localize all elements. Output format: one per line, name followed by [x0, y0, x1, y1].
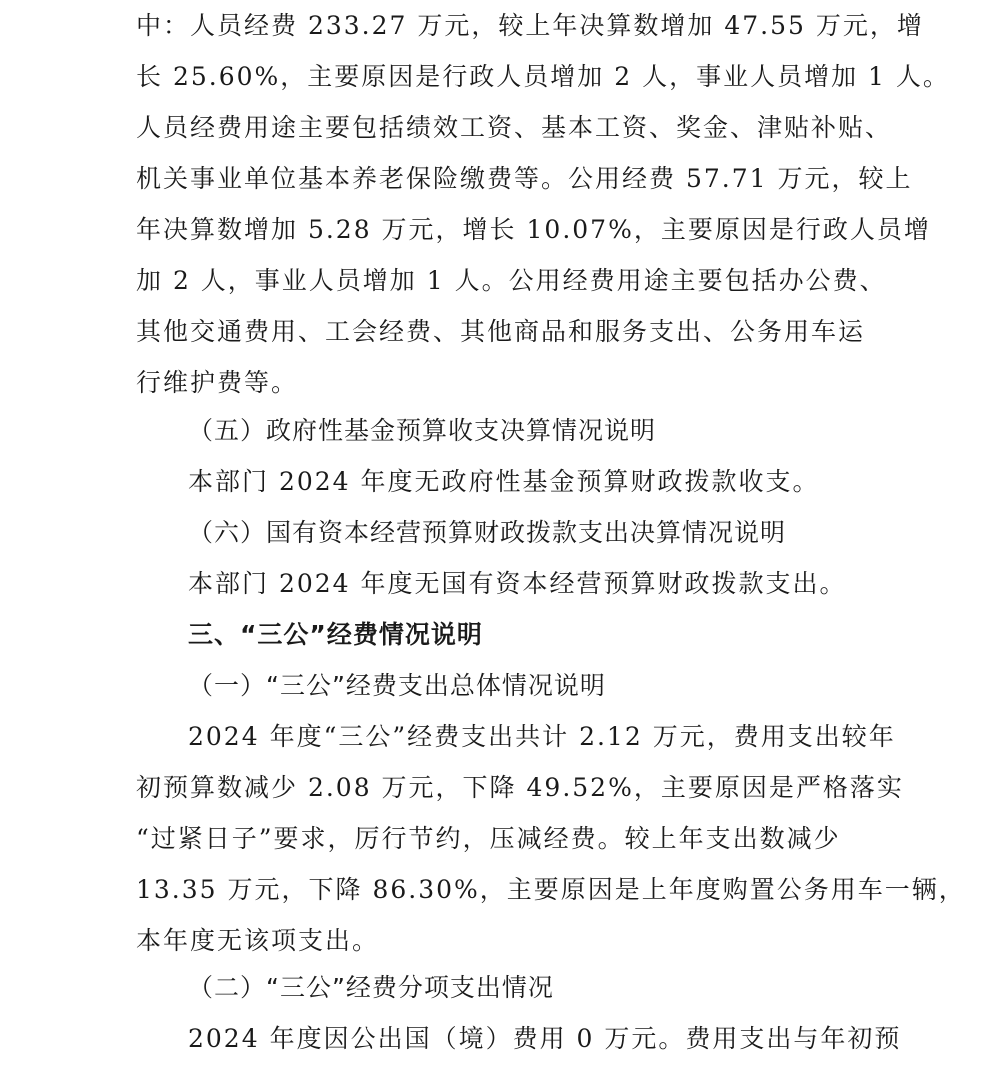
- paragraph-line: 2024 年度因公出国（境）费用 0 万元。费用支出与年初预: [188, 1024, 902, 1053]
- paragraph-line: 本年度无该项支出。: [136, 926, 380, 955]
- paragraph-line: 年决算数增加 5.28 万元，增长 10.07%，主要原因是行政人员增: [136, 215, 931, 244]
- paragraph-line: 初预算数减少 2.08 万元，下降 49.52%，主要原因是严格落实: [136, 773, 904, 802]
- paragraph-line: 2024 年度“三公”经费支出共计 2.12 万元，费用支出较年: [188, 722, 896, 751]
- paragraph-line: 加 2 人，事业人员增加 1 人。公用经费用途主要包括办公费、: [136, 266, 887, 295]
- section-heading-1: （一）“三公”经费支出总体情况说明: [188, 671, 606, 700]
- paragraph-line: 本部门 2024 年度无国有资本经营预算财政拨款支出。: [188, 569, 847, 598]
- section-heading-6: （六）国有资本经营预算财政拨款支出决算情况说明: [188, 518, 787, 547]
- paragraph-line: 13.35 万元，下降 86.30%，主要原因是上年度购置公务用车一辆，: [136, 875, 966, 904]
- paragraph-line: 其他交通费用、工会经费、其他商品和服务支出、公务用车运: [136, 317, 866, 346]
- paragraph-line: 长 25.60%，主要原因是行政人员增加 2 人，事业人员增加 1 人。: [136, 62, 950, 91]
- paragraph-line: 中：人员经费 233.27 万元，较上年决算数增加 47.55 万元，增: [136, 11, 924, 40]
- section-heading-2: （二）“三公”经费分项支出情况: [188, 973, 554, 1002]
- paragraph-line: 行维护费等。: [136, 368, 299, 397]
- paragraph-line: 本部门 2024 年度无政府性基金预算财政拨款收支。: [188, 467, 820, 496]
- section-heading-5: （五）政府性基金预算收支决算情况说明: [188, 416, 657, 445]
- paragraph-line: 机关事业单位基本养老保险缴费等。公用经费 57.71 万元，较上: [136, 164, 913, 193]
- paragraph-line: “过紧日子”要求，厉行节约，压减经费。较上年支出数减少: [136, 824, 841, 853]
- chapter-heading-3: 三、“三公”经费情况说明: [188, 620, 483, 649]
- paragraph-line: 人员经费用途主要包括绩效工资、基本工资、奖金、津贴补贴、: [136, 113, 893, 142]
